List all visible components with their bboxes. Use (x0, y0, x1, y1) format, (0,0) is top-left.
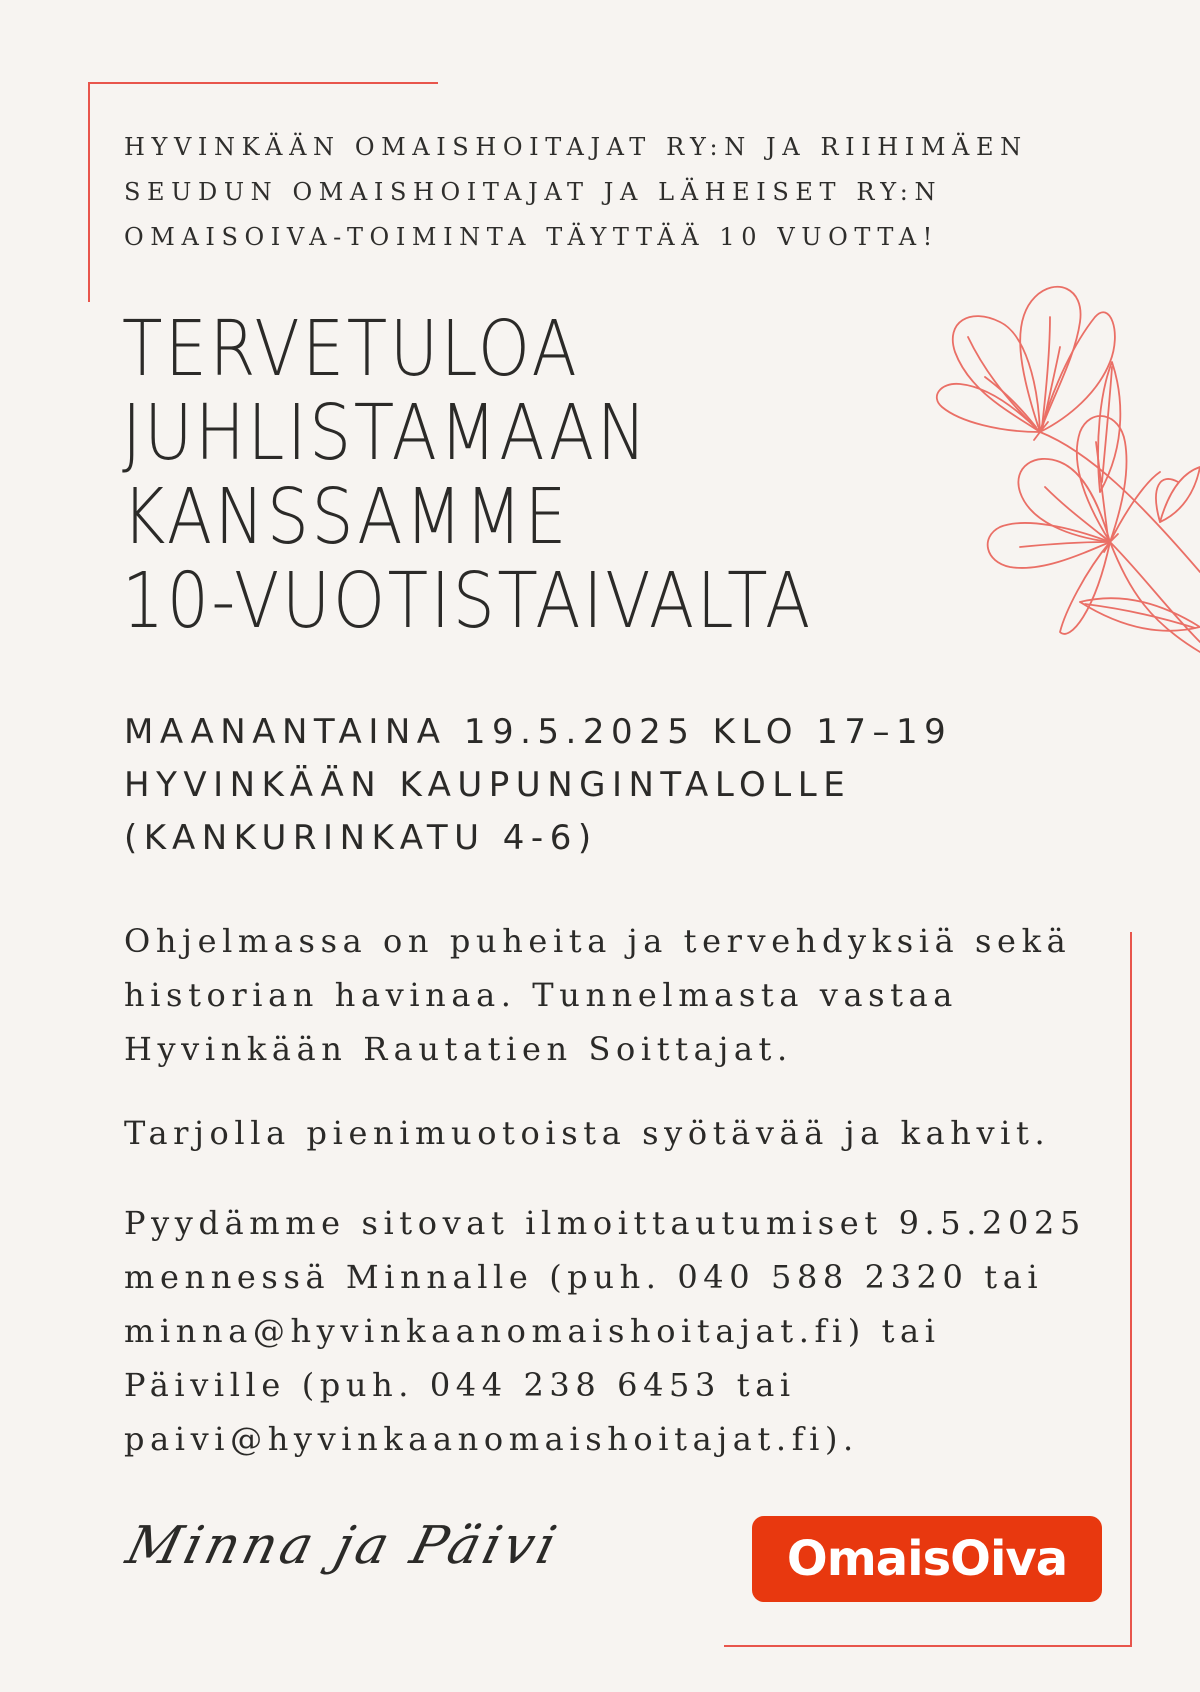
omaisoiva-logo (752, 1516, 1102, 1602)
headline (122, 305, 813, 646)
frame-line-bottom-right-horizontal (724, 1645, 1132, 1647)
registration-line: Päiville (puh. 044 238 6453 tai (124, 1366, 796, 1404)
program-line: Hyvinkään Rautatien Soittajat. (124, 1030, 793, 1068)
registration-line: mennessä Minnalle (puh. 040 588 2320 tai (124, 1258, 1044, 1296)
frame-line-bottom-right-vertical (1130, 932, 1132, 1647)
event-date-time: MAANANTAINA 19.5.2025 KLO 17–19 (124, 712, 953, 752)
lower-flower-icon (988, 416, 1160, 634)
program-line: Ohjelmassa on puheita ja tervehdyksiä sekä (124, 922, 1072, 960)
program-line: historian havinaa. Tunnelmasta vastaa (124, 976, 958, 1014)
intro-text (124, 125, 1124, 260)
frame-line-top-left-vertical (88, 82, 90, 302)
logo-text: OmaisOiva (786, 1531, 1068, 1587)
registration-line: Pyydämme sitovat ilmoittautumiset 9.5.2025 (124, 1204, 1086, 1242)
headline-line: 10-VUOTISTAIVALTA (122, 557, 813, 646)
headline-line: TERVETULOA (122, 305, 580, 394)
upper-flower-icon (937, 287, 1115, 440)
upper-leaf-icon (1098, 362, 1120, 492)
program-paragraph (124, 914, 1071, 1076)
stem-icon (1040, 432, 1200, 572)
intro-line: OMAISOIVA-TOIMINTA TÄYTTÄÄ 10 VUOTTA! (124, 223, 939, 251)
lower-leaf-icon (1080, 598, 1200, 631)
registration-line: minna@hyvinkaanomaishoitajat.fi) tai (124, 1312, 941, 1350)
headline-line: KANSSAMME (122, 473, 570, 562)
signature: Minna ja Päivi (120, 1516, 566, 1576)
event-venue: HYVINKÄÄN KAUPUNGINTALOLLE (124, 765, 852, 805)
registration-paragraph (124, 1196, 1086, 1466)
frame-line-top-left-horizontal (88, 82, 438, 84)
registration-line: paivi@hyvinkaanomaishoitajat.fi). (124, 1420, 859, 1458)
event-address: (KANKURINKATU 4-6) (124, 818, 598, 858)
offer-paragraph (124, 1106, 1050, 1160)
headline-line: JUHLISTAMAAN (122, 389, 649, 478)
intro-line: HYVINKÄÄN OMAISHOITAJAT RY:N JA RIIHIMÄEN (124, 133, 1028, 161)
offer-line: Tarjolla pienimuotoista syötävää ja kahvit. (124, 1114, 1051, 1152)
flower-illustration-icon (860, 272, 1200, 702)
event-details (124, 706, 952, 865)
intro-line: SEUDUN OMAISHOITAJAT JA LÄHEISET RY:N (124, 178, 943, 206)
